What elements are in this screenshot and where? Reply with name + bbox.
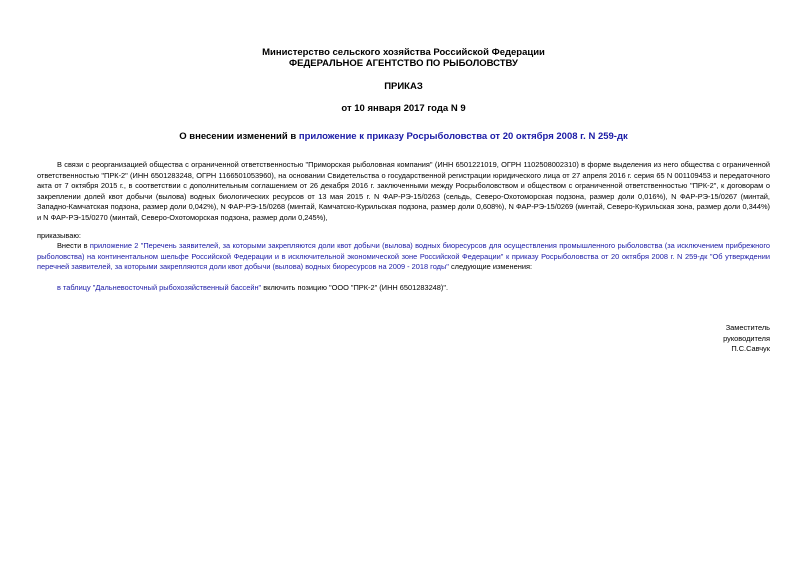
signature-name: П.С.Савчук [731, 344, 770, 354]
table-link[interactable]: в таблицу "Дальневосточный рыбохозяйственный бассейн" [57, 283, 262, 292]
clause-1-prefix: Внести в [57, 241, 90, 250]
order-word: приказываю: [37, 231, 81, 240]
clause-1-suffix: следующие изменения: [448, 262, 533, 272]
signature-block [650, 323, 770, 355]
agency-name: ФЕДЕРАЛЬНОЕ АГЕНТСТВО ПО РЫБОЛОВСТВУ [289, 58, 518, 69]
preamble-paragraph: В связи с реорганизацией общества с ограниченной ответственностью "Приморская рыболовная компания" (ИНН 6501221019, ОГРН 1102508002310) в форме выделения из него общества с ограниченной ответственностью "ПРК-2" (ИНН 6501283248, ОГРН 1166501053960), на основании Свидетельства о государственной регистрации юридического лица от 27 апреля 2016 г. серия 65 N 001109453 и передаточного акта от 7 октября 2015 г., в соответствии с дополнительным соглашением от 26 декабря 2016 г. заключенными между Росрыболовством и обществом с ограниченной ответственностью "ПРК-2", к договорам о закреплении долей квот добычи (вылова) водных биологических ресурсов от 13 мая 2015 г. N ФАР-РЭ-15/0263 (сельдь, Северо-Охотоморская подзона, размер доли 0,016%), N ФАР-РЭ-15/0267 (минтай, Западно-Камчатская подзона, размер доли 0,042%), N ФАР-РЭ-15/0268 (минтай, Камчатско-Курильская подзона, размер доли 0,608%), N ФАР-РЭ-15/0269 (минтай, Северо-Курильская зона, размер доли 0,344%) и N ФАР-РЭ-15/0270 (минтай, Северо-Охотоморская подзона, размер доли 0,245%), [37, 160, 770, 222]
doc-type: ПРИКАЗ [384, 81, 423, 92]
doc-date: от 10 января 2017 года N 9 [341, 103, 466, 114]
ministry-name: Министерство сельского хозяйства Российской Федерации [262, 47, 545, 58]
clause-1-paragraph [37, 241, 770, 273]
doc-title-prefix: О внесении изменений в [179, 131, 299, 142]
appendix-2-link[interactable]: приложение 2 "Перечень заявителей, за которыми закрепляются доли квот добычи (вылова) водных биоресурсов для осуществления промышленного рыболовства (за исключением прибрежного рыболовства) на континентальном шельфе Российской Федерации и в исключительной экономической зоне Российской Федерации" к приказу Росрыболовства от 20 октября 2008 г. N 259-дк "Об утверждении перечней заявителей, за которыми закрепляются доли квот добычи (вылова) водных биоресурсов на 2009 - 2018 годы" [37, 241, 770, 272]
doc-title-link[interactable]: приложение к приказу Росрыболовства от 20 октября 2008 г. N 259-дк [298, 131, 628, 142]
clause-2-paragraph [37, 283, 770, 294]
clause-2-text: включить позицию "ООО "ПРК-2" (ИНН 6501283248)". [261, 283, 449, 292]
doc-title [0, 131, 807, 142]
signature-position-2: руководителя [723, 333, 770, 343]
signature-position-1: Заместитель [725, 323, 770, 332]
